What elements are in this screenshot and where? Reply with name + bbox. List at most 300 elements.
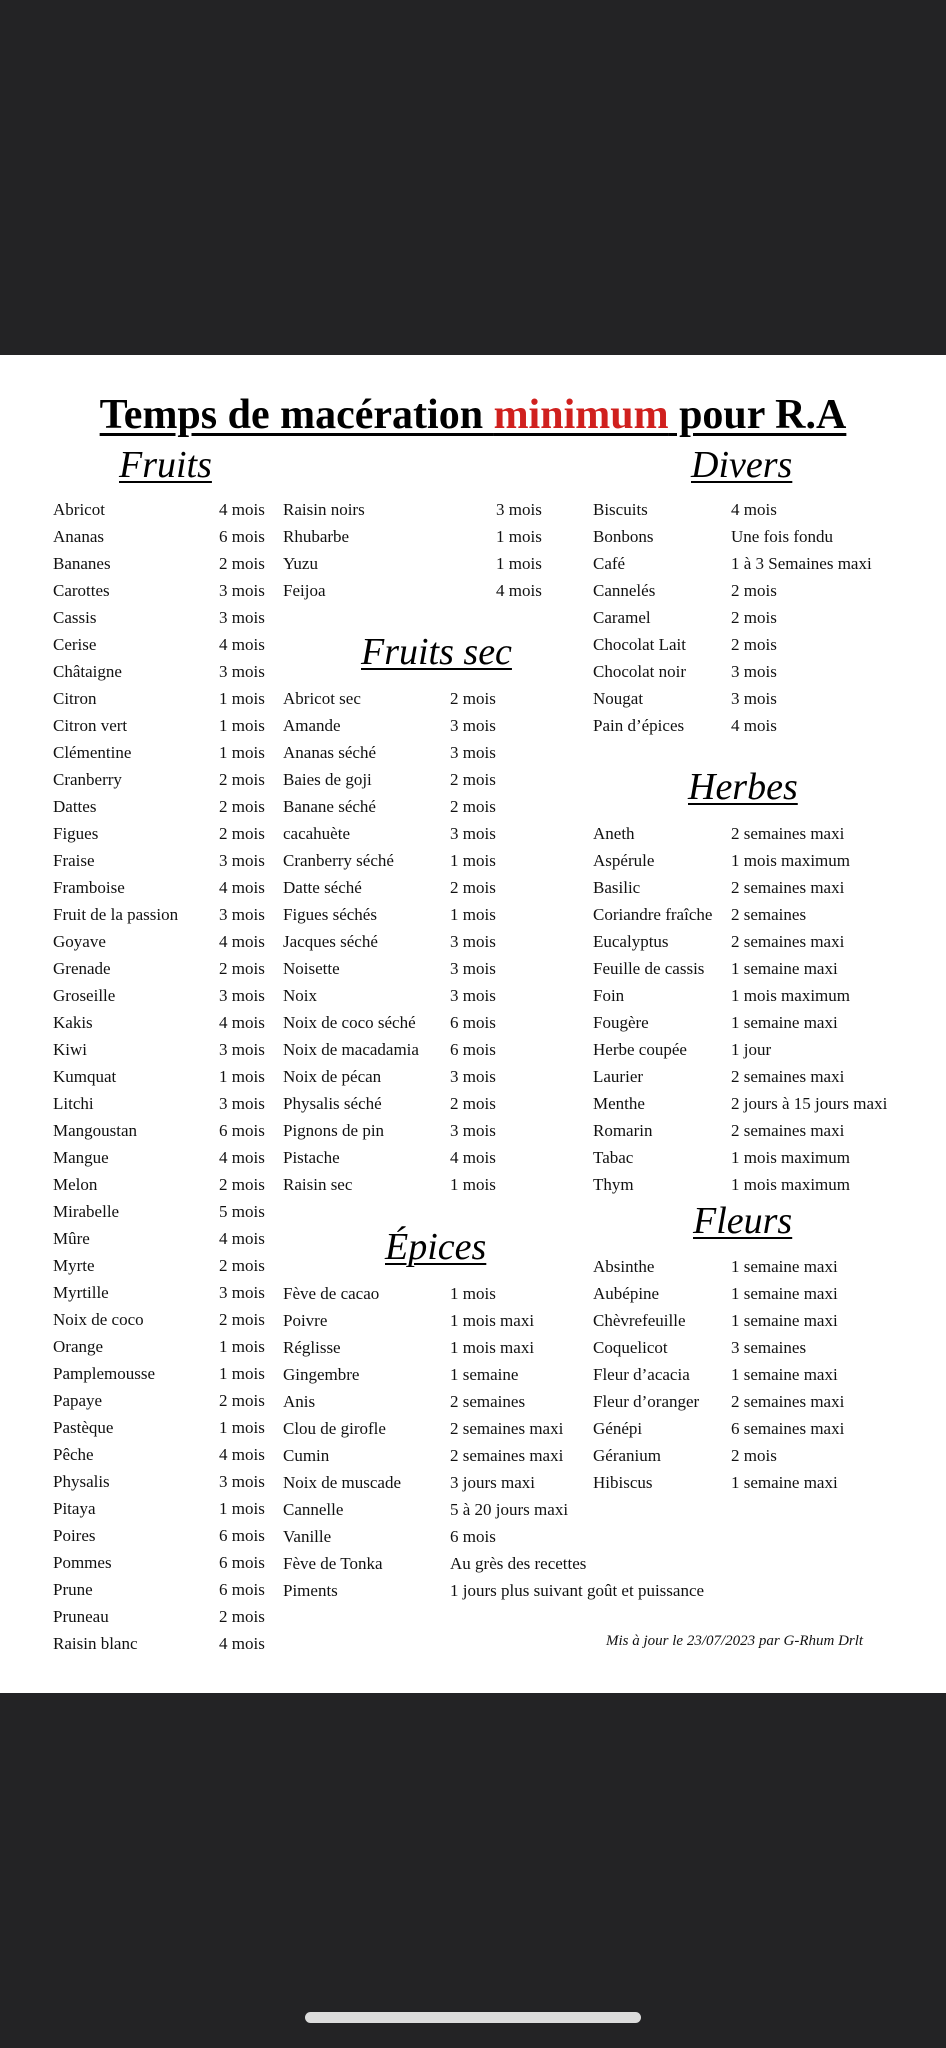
item-name: Réglisse [283,1338,341,1357]
item-name: Laurier [593,1067,644,1086]
list-item [53,1387,268,1414]
item-name: Prune [53,1580,93,1599]
list-item [53,1279,268,1306]
list-item [593,1171,933,1198]
item-name: Kakis [53,1013,93,1032]
list-item [53,523,268,550]
heading-fleurs: Fleurs [693,1200,793,1242]
item-duration: 3 mois [219,851,265,870]
item-duration: 6 mois [450,1527,496,1546]
list-item [283,577,548,604]
heading-fruits-sec: Fruits sec [361,631,512,673]
item-name: Grenade [53,959,111,978]
item-name: Fraise [53,851,95,870]
list-item [593,1063,933,1090]
item-name: Raisin blanc [53,1634,138,1653]
item-duration: 1 mois maxi [450,1311,535,1330]
list-item [593,1144,933,1171]
item-duration: 3 mois [450,932,496,951]
item-name: Coriandre fraîche [593,905,713,924]
item-duration: 5 mois [219,1202,265,1221]
item-duration: 6 mois [450,1013,496,1032]
item-name: Noix de muscade [283,1473,402,1492]
item-name: Génépi [593,1419,643,1438]
list-item [53,874,268,901]
title-highlight: minimum [493,392,669,438]
list-item [593,1036,933,1063]
list-item [53,1549,268,1576]
list-item [53,1576,268,1603]
item-name: Châtaigne [53,662,122,681]
item-duration: 1 mois [450,1175,496,1194]
heading-fruits: Fruits [119,444,212,486]
list-item [593,982,933,1009]
item-duration: 2 mois [219,770,265,789]
item-duration: 1 semaine maxi [731,1257,838,1276]
item-duration: 2 mois [219,1256,265,1275]
list-item [53,739,268,766]
item-name: Géranium [593,1446,661,1465]
item-name: Figues séchés [283,905,377,924]
list-item [593,604,933,631]
item-name: Biscuits [593,500,648,519]
item-duration: 2 mois [450,689,496,708]
list-item [593,847,933,874]
item-name: Gingembre [283,1365,360,1384]
list-item [593,550,933,577]
item-name: Dattes [53,797,97,816]
item-name: Coquelicot [593,1338,668,1357]
list-item [283,1577,723,1604]
item-name: Pistache [283,1148,340,1167]
list-fleurs [593,1253,933,1496]
list-item [53,901,268,928]
home-indicator-bar[interactable] [305,2012,641,2023]
item-duration: 3 mois [731,662,777,681]
item-duration: 3 mois [219,662,265,681]
item-name: Amande [283,716,341,735]
list-item [593,712,933,739]
list-item [283,712,543,739]
item-duration: 2 mois [731,608,777,627]
item-duration: 3 mois [450,824,496,843]
item-name: Noisette [283,959,340,978]
item-name: Aneth [593,824,635,843]
list-item [593,631,933,658]
list-item [53,820,268,847]
list-item [53,658,268,685]
list-item [283,523,548,550]
list-item [53,793,268,820]
item-name: Aspérule [593,851,655,870]
item-duration: 2 mois [219,959,265,978]
list-item [283,955,543,982]
item-duration: 4 mois [731,716,777,735]
list-item [53,1603,268,1630]
item-duration: 6 mois [219,527,265,546]
item-duration: 1 semaine maxi [731,1365,838,1384]
list-item [53,1117,268,1144]
item-name: Yuzu [283,554,318,573]
list-fruits-sec [283,685,543,1198]
list-item [53,496,268,523]
item-duration: 1 mois [219,1499,265,1518]
list-item [283,874,543,901]
list-item [53,982,268,1009]
item-name: Kiwi [53,1040,87,1059]
item-duration: 3 mois [450,1121,496,1140]
item-name: Hibiscus [593,1473,653,1492]
item-duration: 2 mois [219,824,265,843]
item-duration: 3 mois [219,986,265,1005]
item-duration: 3 mois [219,581,265,600]
item-name: Eucalyptus [593,932,669,951]
list-item [53,928,268,955]
item-duration: 1 mois [219,1418,265,1437]
item-duration: 3 mois [219,1472,265,1491]
list-item [53,1441,268,1468]
item-duration: 2 mois [450,797,496,816]
item-name: Pommes [53,1553,112,1572]
item-duration: 6 mois [219,1580,265,1599]
list-item [593,901,933,928]
list-item [283,550,548,577]
item-duration: 4 mois [731,500,777,519]
item-duration: 6 mois [219,1553,265,1572]
list-item [593,1090,933,1117]
list-item [593,1361,933,1388]
item-name: Myrte [53,1256,95,1275]
item-name: Banane séché [283,797,376,816]
item-name: Clou de girofle [283,1419,386,1438]
list-item [53,1009,268,1036]
item-name: Noix [283,986,317,1005]
item-duration: 4 mois [219,635,265,654]
item-duration: 4 mois [219,1445,265,1464]
item-duration: 1 mois maximum [731,986,850,1005]
item-duration: 4 mois [219,1229,265,1248]
item-name: Café [593,554,626,573]
item-duration: 3 mois [219,905,265,924]
item-name: Rhubarbe [283,527,350,546]
item-duration: 3 mois [219,1094,265,1113]
list-item [53,955,268,982]
list-item [593,1117,933,1144]
item-duration: 1 à 3 Semaines maxi [731,554,872,573]
item-name: Cassis [53,608,97,627]
item-name: Thym [593,1175,634,1194]
list-item [53,1171,268,1198]
list-item [283,1144,543,1171]
item-name: Fleur d’oranger [593,1392,700,1411]
list-fruits-cont [283,496,548,604]
item-name: Caramel [593,608,651,627]
list-herbes [593,820,933,1198]
list-item [53,631,268,658]
item-name: Anis [283,1392,316,1411]
item-name: Chèvrefeuille [593,1311,686,1330]
list-item [283,901,543,928]
item-name: Pignons de pin [283,1121,385,1140]
item-duration: 3 mois [450,1067,496,1086]
item-duration: 6 mois [450,1040,496,1059]
item-duration: 1 semaine maxi [731,959,838,978]
item-name: Basilic [593,878,641,897]
item-duration: 5 à 20 jours maxi [450,1500,569,1519]
item-duration: 3 mois [450,743,496,762]
list-item [283,739,543,766]
item-duration: 3 mois [450,959,496,978]
item-name: Groseille [53,986,116,1005]
item-duration: 4 mois [219,500,265,519]
item-duration: 2 semaines maxi [450,1419,564,1438]
item-name: Pitaya [53,1499,96,1518]
list-item [593,577,933,604]
item-duration: 6 mois [219,1526,265,1545]
item-duration: 2 semaines maxi [731,1067,845,1086]
list-item [283,1009,543,1036]
item-name: Fleur d’acacia [593,1365,690,1384]
item-duration: 1 mois [450,905,496,924]
item-name: Physalis [53,1472,110,1491]
list-item [283,1036,543,1063]
item-duration: 1 mois maximum [731,1148,850,1167]
item-duration: 2 semaines maxi [731,878,845,897]
list-item [593,1307,933,1334]
list-item [593,928,933,955]
item-name: Melon [53,1175,98,1194]
list-item [53,1144,268,1171]
item-name: Menthe [593,1094,645,1113]
item-name: Framboise [53,878,125,897]
list-item [283,766,543,793]
item-name: Raisin noirs [283,500,365,519]
title-part-2: pour R.A [668,392,847,438]
item-name: Abricot [53,500,105,519]
item-name: Fruit de la passion [53,905,179,924]
item-duration: 4 mois [219,932,265,951]
item-name: Noix de coco [53,1310,144,1329]
list-item [593,1253,933,1280]
list-item [283,1171,543,1198]
item-name: Pastèque [53,1418,114,1437]
item-name: Fève de cacao [283,1284,380,1303]
list-item [53,1414,268,1441]
item-duration: 1 mois [496,527,542,546]
item-duration: 4 mois [219,878,265,897]
item-duration: 2 semaines maxi [731,1392,845,1411]
list-item [283,928,543,955]
item-duration: 2 mois [219,797,265,816]
item-name: Myrtille [53,1283,109,1302]
document-sheet [0,355,946,1693]
item-duration: 2 mois [450,770,496,789]
list-item [593,874,933,901]
list-item [283,1063,543,1090]
item-duration: 3 mois [219,1283,265,1302]
item-name: Vanille [283,1527,332,1546]
list-item [593,1388,933,1415]
list-item [593,685,933,712]
item-duration: 2 mois [219,554,265,573]
item-name: Kumquat [53,1067,117,1086]
item-name: Poivre [283,1311,328,1330]
page-title [0,391,946,439]
item-duration: 1 semaine maxi [731,1284,838,1303]
list-item [53,550,268,577]
list-item [53,1198,268,1225]
list-item [53,1468,268,1495]
item-duration: 3 mois [450,716,496,735]
item-name: Absinthe [593,1257,655,1276]
item-duration: 1 mois [219,743,265,762]
list-item [283,1117,543,1144]
item-duration: 1 mois [219,1364,265,1383]
item-duration: 2 mois [450,1094,496,1113]
item-duration: Au grès des recettes [450,1554,587,1573]
item-name: Feijoa [283,581,326,600]
item-duration: 2 mois [219,1175,265,1194]
item-duration: 3 semaines [731,1338,807,1357]
item-name: Cannelle [283,1500,344,1519]
list-item [53,604,268,631]
item-duration: 2 semaines maxi [731,824,845,843]
item-name: Pruneau [53,1607,109,1626]
item-name: Figues [53,824,99,843]
list-item [283,685,543,712]
item-duration: 4 mois [219,1013,265,1032]
item-duration: 2 jours à 15 jours maxi [731,1094,888,1113]
item-duration: 6 semaines maxi [731,1419,845,1438]
list-item [53,1252,268,1279]
item-name: Pêche [53,1445,94,1464]
item-name: Pain d’épices [593,716,685,735]
item-name: Bonbons [593,527,654,546]
list-item [593,496,933,523]
item-name: Chocolat noir [593,662,687,681]
item-duration: 3 mois [219,608,265,627]
item-duration: 3 jours maxi [450,1473,535,1492]
item-duration: 2 semaines [731,905,807,924]
title-part-1: Temps de macération [99,392,494,438]
item-duration: 2 mois [731,635,777,654]
list-divers [593,496,933,739]
item-duration: Une fois fondu [731,527,833,546]
item-duration: 1 semaine [450,1365,519,1384]
item-name: Ananas [53,527,104,546]
list-item [53,1306,268,1333]
heading-epices: Épices [385,1226,487,1268]
item-name: Cranberry séché [283,851,394,870]
item-duration: 2 mois [219,1607,265,1626]
item-name: Clémentine [53,743,132,762]
item-name: Nougat [593,689,644,708]
item-name: Foin [593,986,625,1005]
item-duration: 2 mois [219,1391,265,1410]
heading-herbes: Herbes [688,766,798,808]
item-duration: 4 mois [450,1148,496,1167]
item-name: Mangoustan [53,1121,138,1140]
item-name: Feuille de cassis [593,959,705,978]
item-duration: 1 mois maximum [731,1175,850,1194]
item-name: Citron vert [53,716,128,735]
item-duration: 2 mois [731,581,777,600]
item-name: Aubépine [593,1284,660,1303]
item-name: Cerise [53,635,97,654]
list-item [53,1495,268,1522]
list-item [283,496,548,523]
list-item [593,658,933,685]
item-duration: 4 mois [219,1634,265,1653]
item-duration: 2 semaines maxi [450,1446,564,1465]
item-name: Noix de macadamia [283,1040,419,1059]
item-duration: 2 semaines [450,1392,526,1411]
item-duration: 1 mois [496,554,542,573]
item-name: Fougère [593,1013,649,1032]
item-duration: 2 semaines maxi [731,1121,845,1140]
item-name: Piments [283,1581,338,1600]
list-item [593,1469,933,1496]
item-name: Tabac [593,1148,634,1167]
item-name: Herbe coupée [593,1040,687,1059]
list-item [283,793,543,820]
item-duration: 1 semaine maxi [731,1013,838,1032]
item-name: Bananes [53,554,111,573]
footer-updated-note: Mis à jour le 23/07/2023 par G-Rhum Drlt [606,1633,864,1649]
list-item [53,1333,268,1360]
item-duration: 2 mois [450,878,496,897]
list-item [53,1630,268,1657]
item-duration: 3 mois [496,500,542,519]
list-item [593,1334,933,1361]
item-duration: 1 mois [219,689,265,708]
item-duration: 1 mois maximum [731,851,850,870]
item-name: Noix de coco séché [283,1013,416,1032]
item-duration: 1 jours plus suivant goût et puissance [450,1581,705,1600]
item-duration: 1 semaine maxi [731,1473,838,1492]
item-name: Fève de Tonka [283,1554,383,1573]
item-name: Litchi [53,1094,94,1113]
list-item [53,1063,268,1090]
list-item [53,1090,268,1117]
item-name: Abricot sec [283,689,361,708]
heading-divers: Divers [691,444,793,486]
item-duration: 3 mois [450,986,496,1005]
item-duration: 3 mois [731,689,777,708]
item-name: Cannelés [593,581,656,600]
list-item [53,577,268,604]
item-name: Ananas séché [283,743,376,762]
item-name: Physalis séché [283,1094,382,1113]
list-item [53,1225,268,1252]
list-item [53,685,268,712]
list-item [53,766,268,793]
list-item [283,982,543,1009]
item-name: Papaye [53,1391,103,1410]
item-name: Carottes [53,581,110,600]
list-item [283,1523,723,1550]
item-name: Noix de pécan [283,1067,382,1086]
list-item [593,523,933,550]
item-name: Poires [53,1526,96,1545]
item-name: Jacques séché [283,932,378,951]
item-name: Orange [53,1337,104,1356]
list-item [53,1522,268,1549]
item-duration: 1 mois [450,1284,496,1303]
item-duration: 2 mois [219,1310,265,1329]
list-item [283,1550,723,1577]
item-name: Mûre [53,1229,90,1248]
